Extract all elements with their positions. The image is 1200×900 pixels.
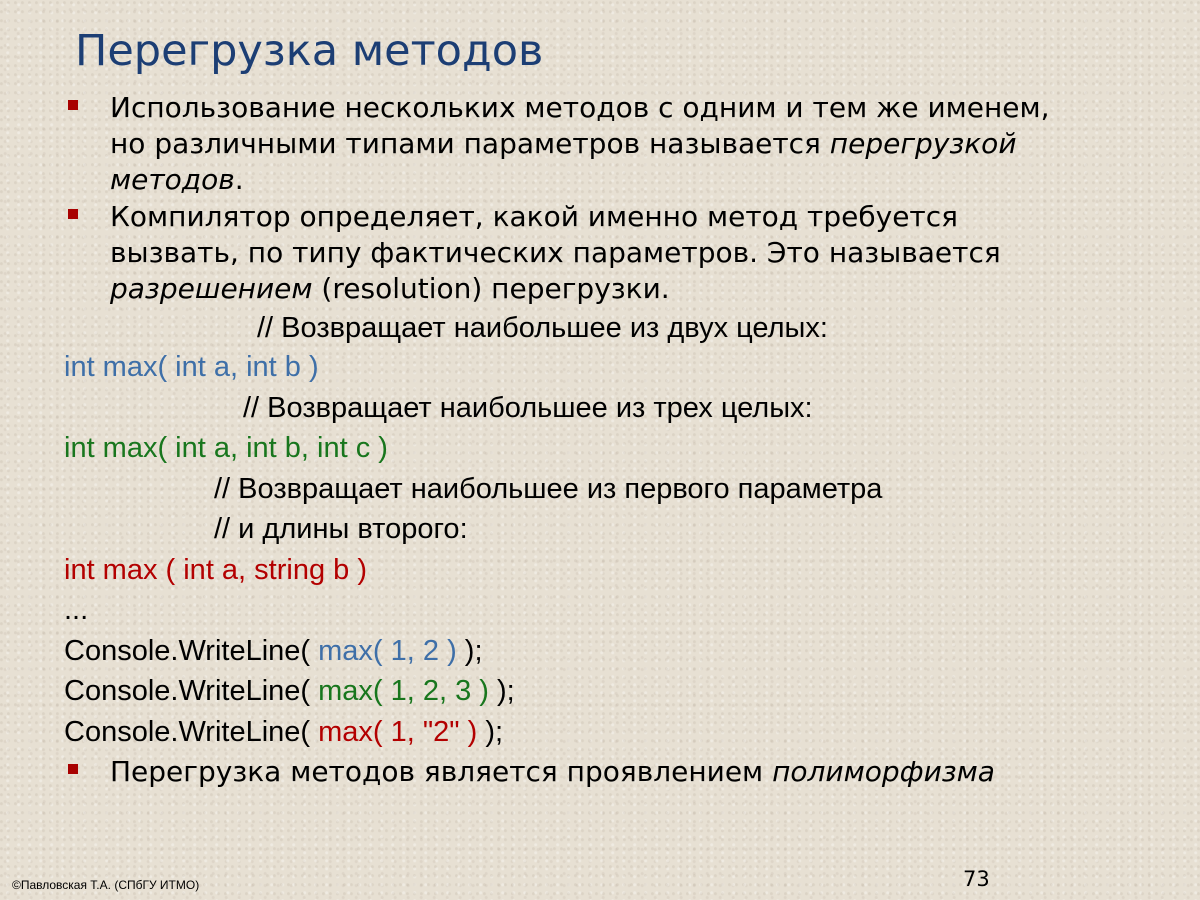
code-comment: // и длины второго:	[214, 513, 468, 545]
slide-title: Перегрузка методов	[75, 26, 544, 76]
bullet-line	[110, 162, 1050, 198]
code-call-suffix: );	[477, 716, 504, 748]
bullet-line	[110, 235, 1001, 271]
code-call-prefix: Console.WriteLine(	[64, 675, 319, 707]
code-ellipsis: ...	[64, 594, 89, 626]
bullet-line	[110, 126, 1050, 162]
code-call-prefix: Console.WriteLine(	[64, 716, 319, 748]
text-span: вызвать, по типу фактических параметров. Это называется	[110, 236, 1001, 269]
code-call-arg: max( 1, 2 )	[318, 635, 457, 667]
code-call-prefix: Console.WriteLine(	[64, 635, 319, 667]
text-span: Перегрузка методов является проявлением	[110, 755, 773, 788]
code-call-arg: max( 1, "2" )	[318, 716, 478, 748]
code-call-line	[64, 714, 503, 750]
code-call-suffix: );	[456, 635, 483, 667]
bullet-polymorphism	[110, 754, 995, 790]
bullet-line	[110, 90, 1050, 126]
italic-term: методов	[110, 163, 235, 196]
bullet-line	[110, 199, 1001, 235]
code-signature-two-ints: int max( int a, int b )	[64, 351, 319, 383]
code-call-line	[64, 673, 515, 709]
bullet-square-icon	[68, 764, 78, 774]
text-span: Использование нескольких методов с одним и тем же именем,	[110, 91, 1050, 124]
text-span: но различными типами параметров называется	[110, 127, 830, 160]
text-span: (resolution) перегрузки.	[312, 272, 670, 305]
code-call-arg: max( 1, 2, 3 )	[318, 675, 489, 707]
italic-term: полиморфизма	[772, 755, 995, 788]
code-comment: // Возвращает наибольшее из двух целых:	[257, 312, 828, 344]
code-call-suffix: );	[488, 675, 515, 707]
italic-term: разрешением	[110, 272, 313, 305]
bullet-square-icon	[68, 100, 78, 110]
bullet-line	[110, 271, 1001, 307]
footer-copyright: ©Павловская Т.А. (СПбГУ ИТМО)	[12, 878, 200, 892]
code-call-line	[64, 633, 483, 669]
code-signature-three-ints: int max( int a, int b, int c )	[64, 432, 388, 464]
bullet-line	[110, 754, 995, 790]
code-signature-int-string: int max ( int a, string b )	[64, 554, 367, 586]
text-span: .	[234, 163, 244, 196]
page-number: 73	[963, 867, 990, 891]
code-comment: // Возвращает наибольшее из первого параметра	[214, 473, 883, 505]
bullet-square-icon	[68, 209, 78, 219]
italic-term: перегрузкой	[829, 127, 1017, 160]
bullet-resolution	[110, 199, 1001, 307]
code-comment: // Возвращает наибольшее из трех целых:	[243, 392, 813, 424]
bullet-overloading-definition	[110, 90, 1050, 198]
text-span: Компилятор определяет, какой именно метод требуется	[110, 200, 958, 233]
